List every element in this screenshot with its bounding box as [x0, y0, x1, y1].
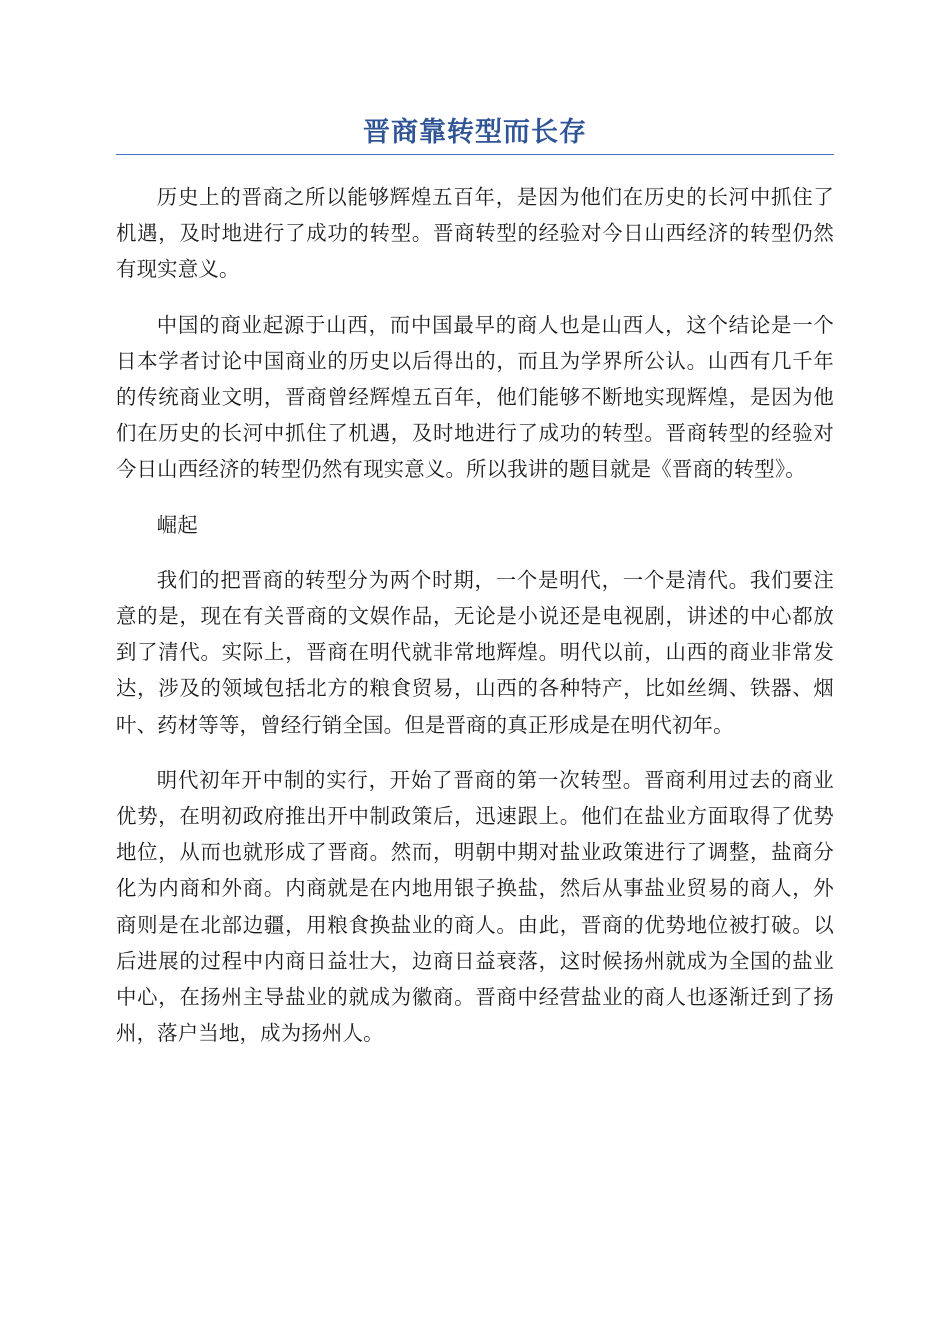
document-title: 晋商靠转型而长存 — [116, 108, 834, 155]
paragraph: 历史上的晋商之所以能够辉煌五百年，是因为他们在历史的长河中抓住了机遇，及时地进行了成功的转型。晋商转型的经验对今日山西经济的转型仍然有现实意义。 — [116, 185, 834, 282]
paragraph: 中国的商业起源于山西，而中国最早的商人也是山西人，这个结论是一个日本学者讨论中国商业的历史以后得出的，而且为学界所公认。山西有几千年的传统商业文明，晋商曾经辉煌五百年，他们能够不断地实现辉煌，是因为他们在历史的长河中抓住了机遇，及时地进行了成功的转型。晋商转型的经验对今日山西经济的转型仍然有现实意义。所以我讲的题目就是《晋商的转型》。 — [116, 312, 834, 482]
paragraph: 我们的把晋商的转型分为两个时期，一个是明代，一个是清代。我们要注意的是，现在有关晋商的文娱作品，无论是小说还是电视剧，讲述的中心都放到了清代。实际上，晋商在明代就非常地辉煌。明代以前，山西的商业非常发达，涉及的领域包括北方的粮食贸易，山西的各种特产，比如丝绸、铁器、烟叶、药材等等，曾经行销全国。但是晋商的真正形成是在明代初年。 — [116, 567, 834, 737]
section-heading: 崛起 — [156, 512, 198, 537]
paragraph: 明代初年开中制的实行，开始了晋商的第一次转型。晋商利用过去的商业优势，在明初政府推出开中制政策后，迅速跟上。他们在盐业方面取得了优势地位，从而也就形成了晋商。然而，明朝中期对盐业政策进行了调整，盐商分化为内商和外商。内商就是在内地用银子换盐，然后从事盐业贸易的商人，外商则是在北部边疆，用粮食换盐业的商人。由此，晋商的优势地位被打破。以后进展的过程中内商日益壮大，边商日益衰落，这时候扬州就成为全国的盐业中心，在扬州主导盐业的就成为徽商。晋商中经营盐业的商人也逐渐迁到了扬州，落户当地，成为扬州人。 — [116, 767, 834, 1046]
document-page — [116, 108, 834, 1070]
document-body — [116, 179, 834, 1051]
